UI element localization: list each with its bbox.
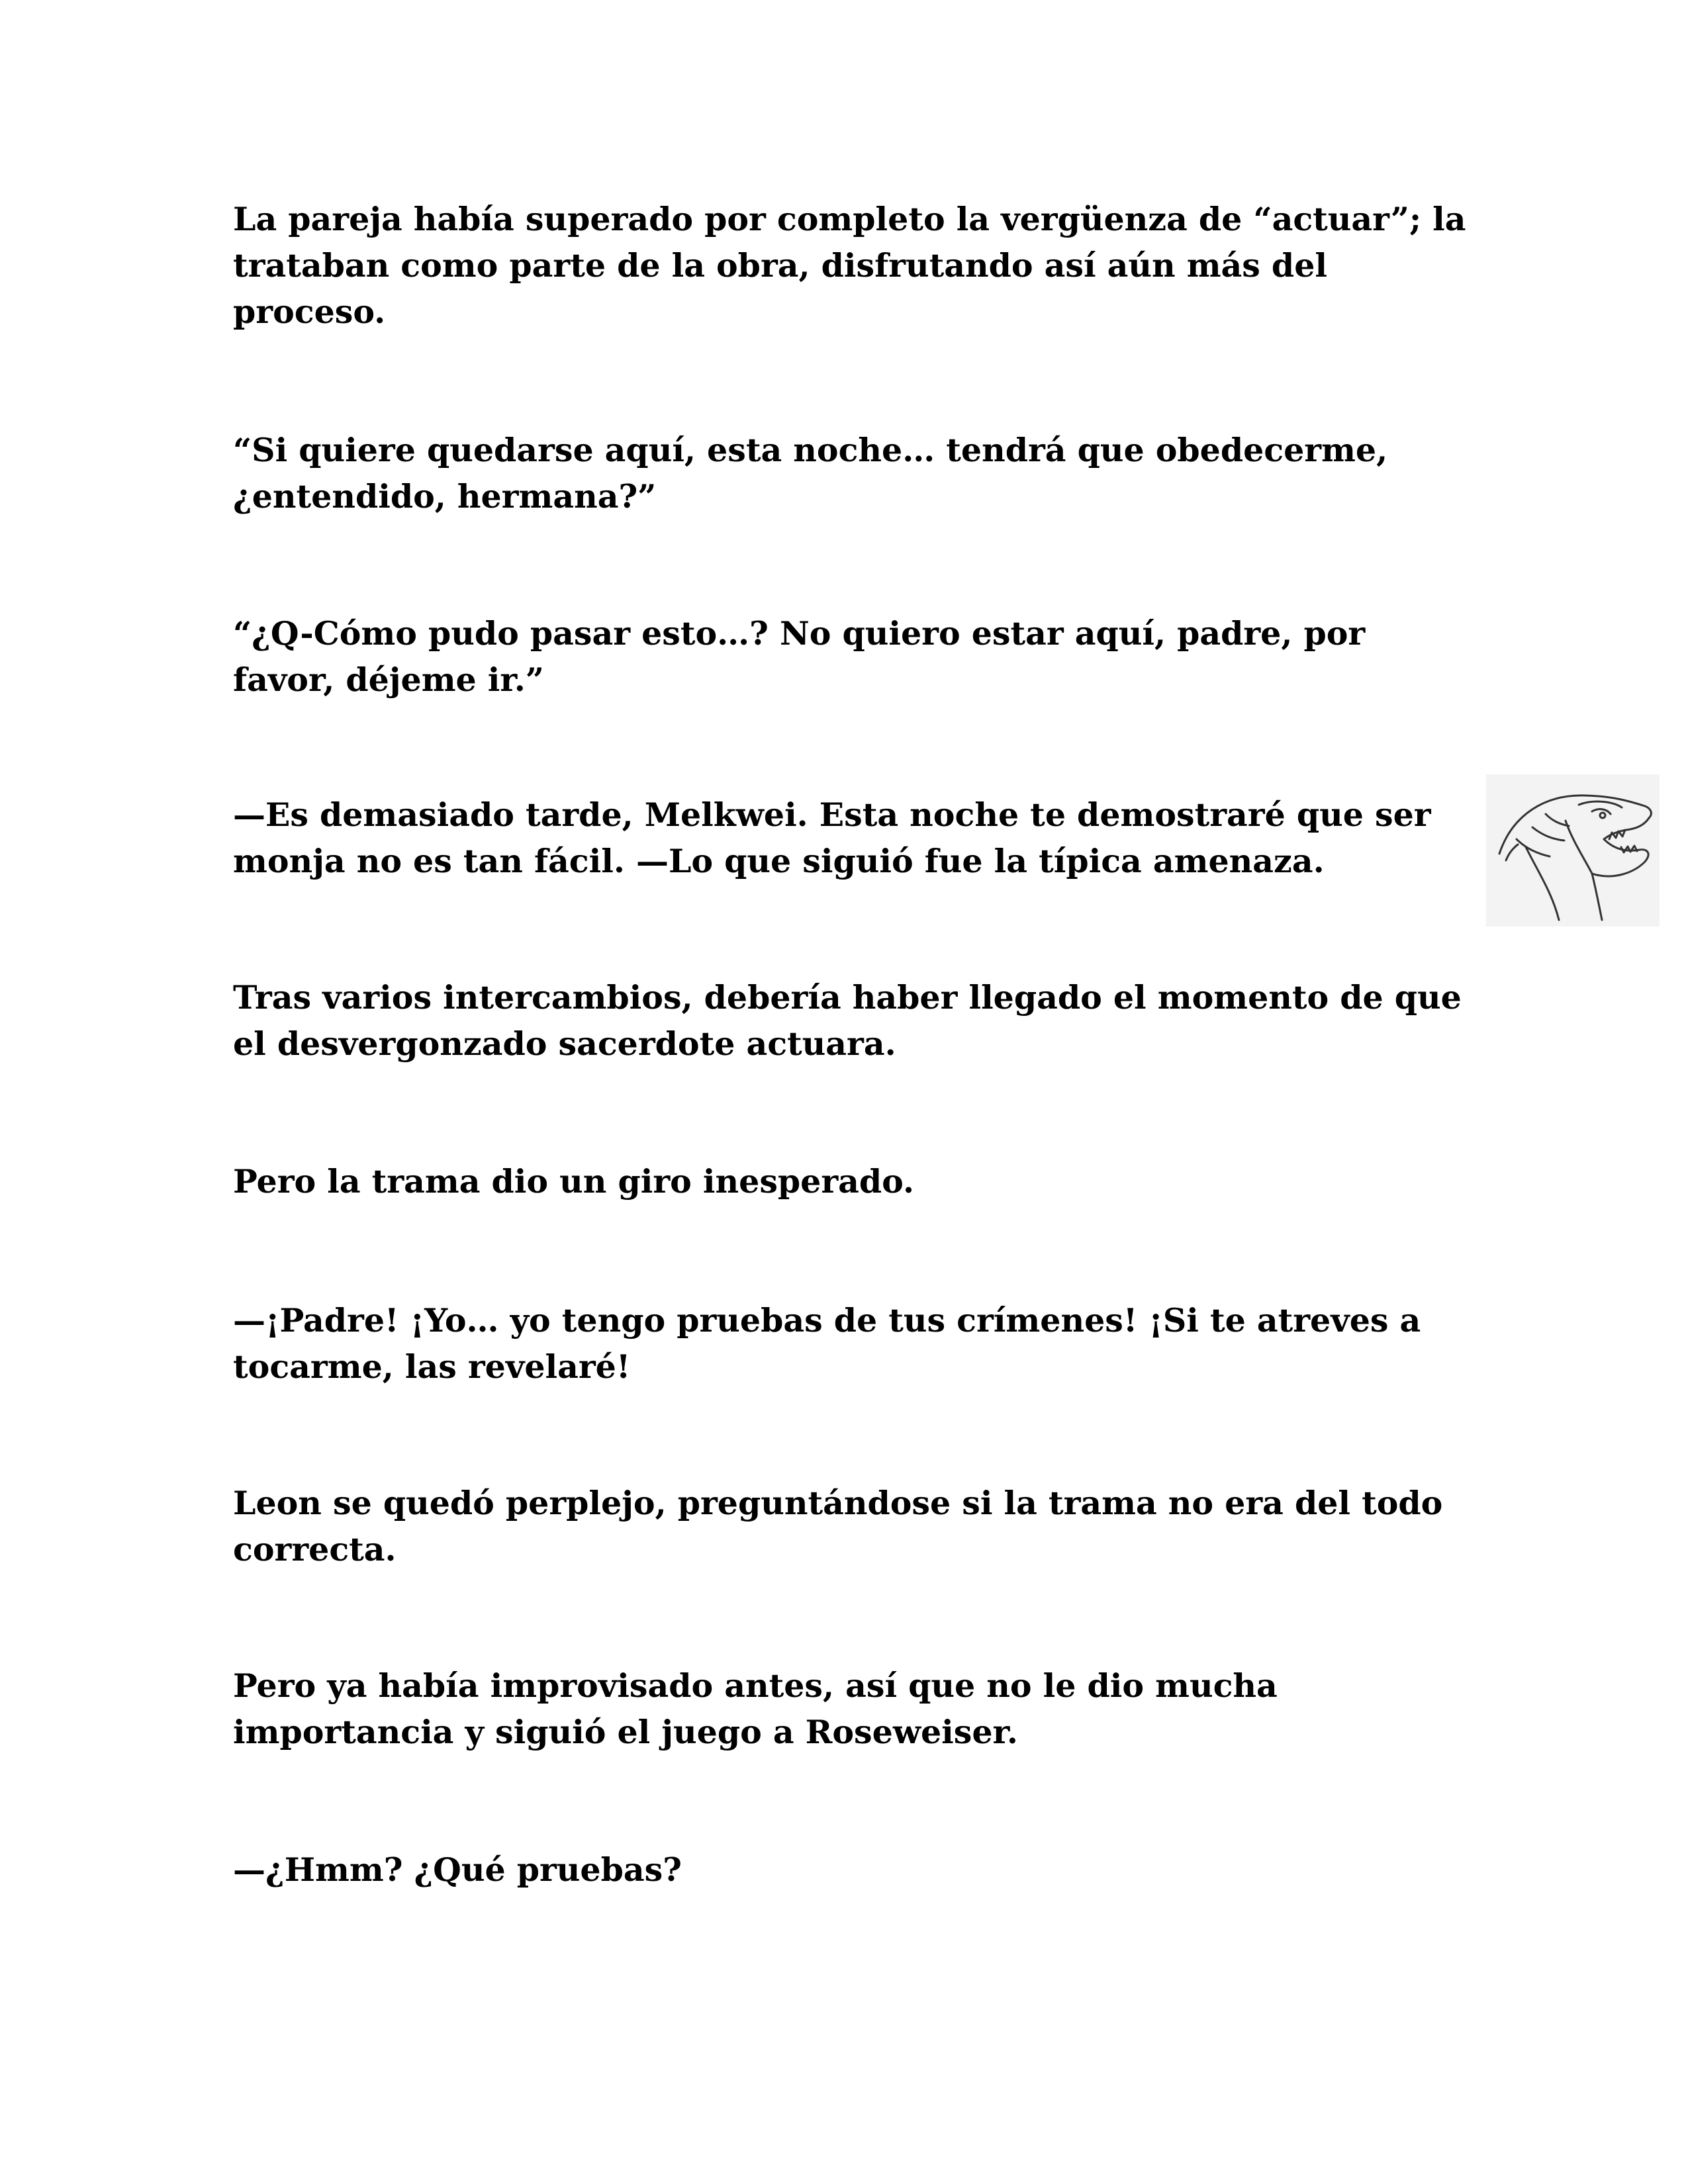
paragraph-10: —¿Hmm? ¿Qué pruebas? [233,1850,682,1889]
paragraph-3: “¿Q-Cómo pudo pasar esto…? No quiero estar aquí, padre, por favor, déjeme ir.” [233,614,1366,699]
paragraph-6: Pero la trama dio un giro inesperado. [233,1162,915,1201]
paragraph-2: “Si quiere quedarse aquí, esta noche… tendrá que obedecerme, ¿entendido, hermana?” [233,431,1388,516]
paragraph-9: Pero ya había improvisado antes, así que no le dio mucha importancia y siguió el juego a Roseweiser. [233,1666,1278,1751]
paragraph-5: Tras varios intercambios, debería haber llegado el momento de que el desvergonzado sacerdote actuara. [233,978,1462,1063]
paragraph-7: —¡Padre! ¡Yo… yo tengo pruebas de tus crímenes! ¡Si te atreves a tocarme, las revelaré! [233,1301,1421,1386]
paragraph-1: La pareja había superado por completo la vergüenza de “actuar”; la trataban como parte de la obra, disfrutando así aún más del proceso. [233,200,1466,331]
paragraph-8: Leon se quedó perplejo, preguntándose si la trama no era del todo correcta. [233,1484,1443,1569]
paragraph-4: —Es demasiado tarde, Melkwei. Esta noche te demostraré que ser monja no es tan fácil. —Lo que siguió fue la típica amenaza. [233,796,1431,880]
dinosaur-head-sketch-icon [1486,774,1660,927]
